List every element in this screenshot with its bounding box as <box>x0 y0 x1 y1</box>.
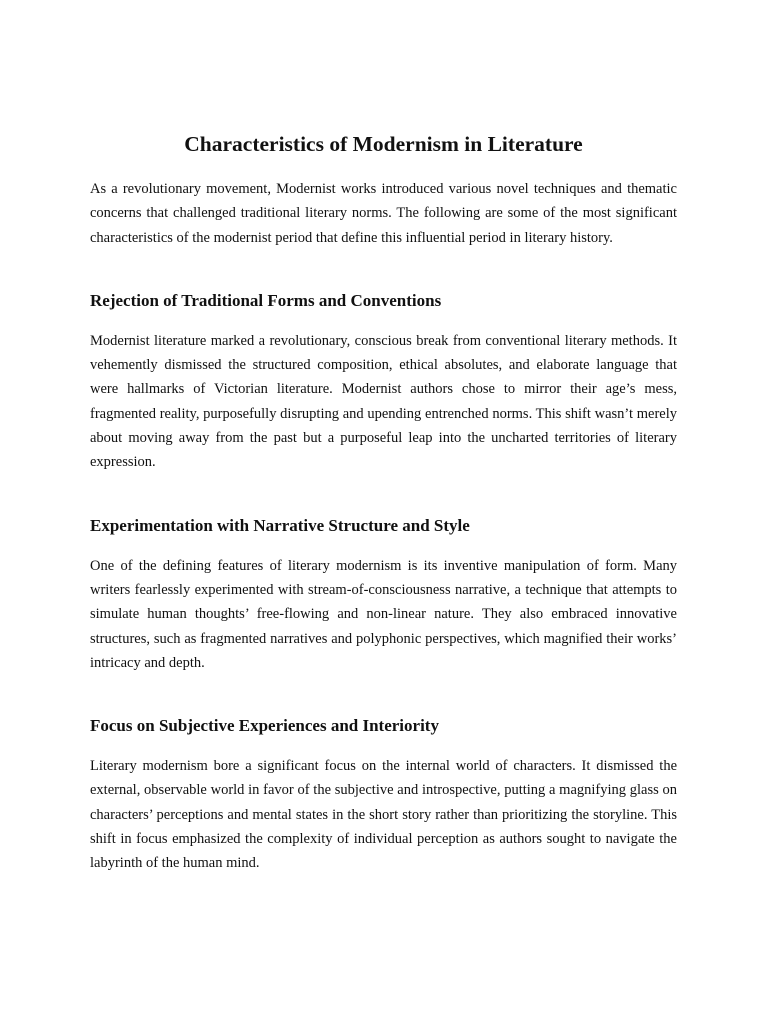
section-heading: Rejection of Traditional Forms and Conventions <box>90 290 442 310</box>
section-heading: Focus on Subjective Experiences and Interiority <box>90 716 439 736</box>
section-paragraph: Literary modernism bore a significant focus on the internal world of characters. It dismissed the external, observable world in favor of the subjective and introspective, putting a magnifying glass on characters’ perceptions and mental states in the short story rather than prioritizing the storyline. This shift in focus emphasized the complexity of individual perception as authors sought to navigate the labyrinth of the human mind. <box>90 758 677 872</box>
page-title: Characteristics of Modernism in Literature <box>184 132 583 156</box>
section-rejection <box>90 287 677 475</box>
section-subjective <box>90 712 677 875</box>
intro-paragraph: As a revolutionary movement, Modernist works introduced various novel techniques and thematic concerns that challenged traditional literary norms. The following are some of the most significant characteristics of the modernist period that define this influential period in literary history. <box>90 181 677 246</box>
section-heading: Experimentation with Narrative Structure and Style <box>90 515 470 535</box>
document-content <box>90 128 677 876</box>
section-experimentation <box>90 512 677 675</box>
section-paragraph: Modernist literature marked a revolutionary, conscious break from conventional literary methods. It vehemently dismissed the structured composition, ethical absolutes, and elaborate language that were hallmarks of Victorian literature. Modernist authors chose to mirror their age’s mess, fragmented reality, purposefully disrupting and upending entrenched norms. This shift wasn’t merely about moving away from the past but a purposeful leap into the uncharted territories of literary expression. <box>90 332 677 471</box>
section-paragraph: One of the defining features of literary modernism is its inventive manipulation of form. Many writers fearlessly experimented with stream-of-consciousness narrative, a technique that attempts to simulate human thoughts’ free-flowing and non-linear nature. They also embraced innovative structures, such as fragmented narratives and polyphonic perspectives, which magnified their works’ intricacy and depth. <box>90 557 677 671</box>
